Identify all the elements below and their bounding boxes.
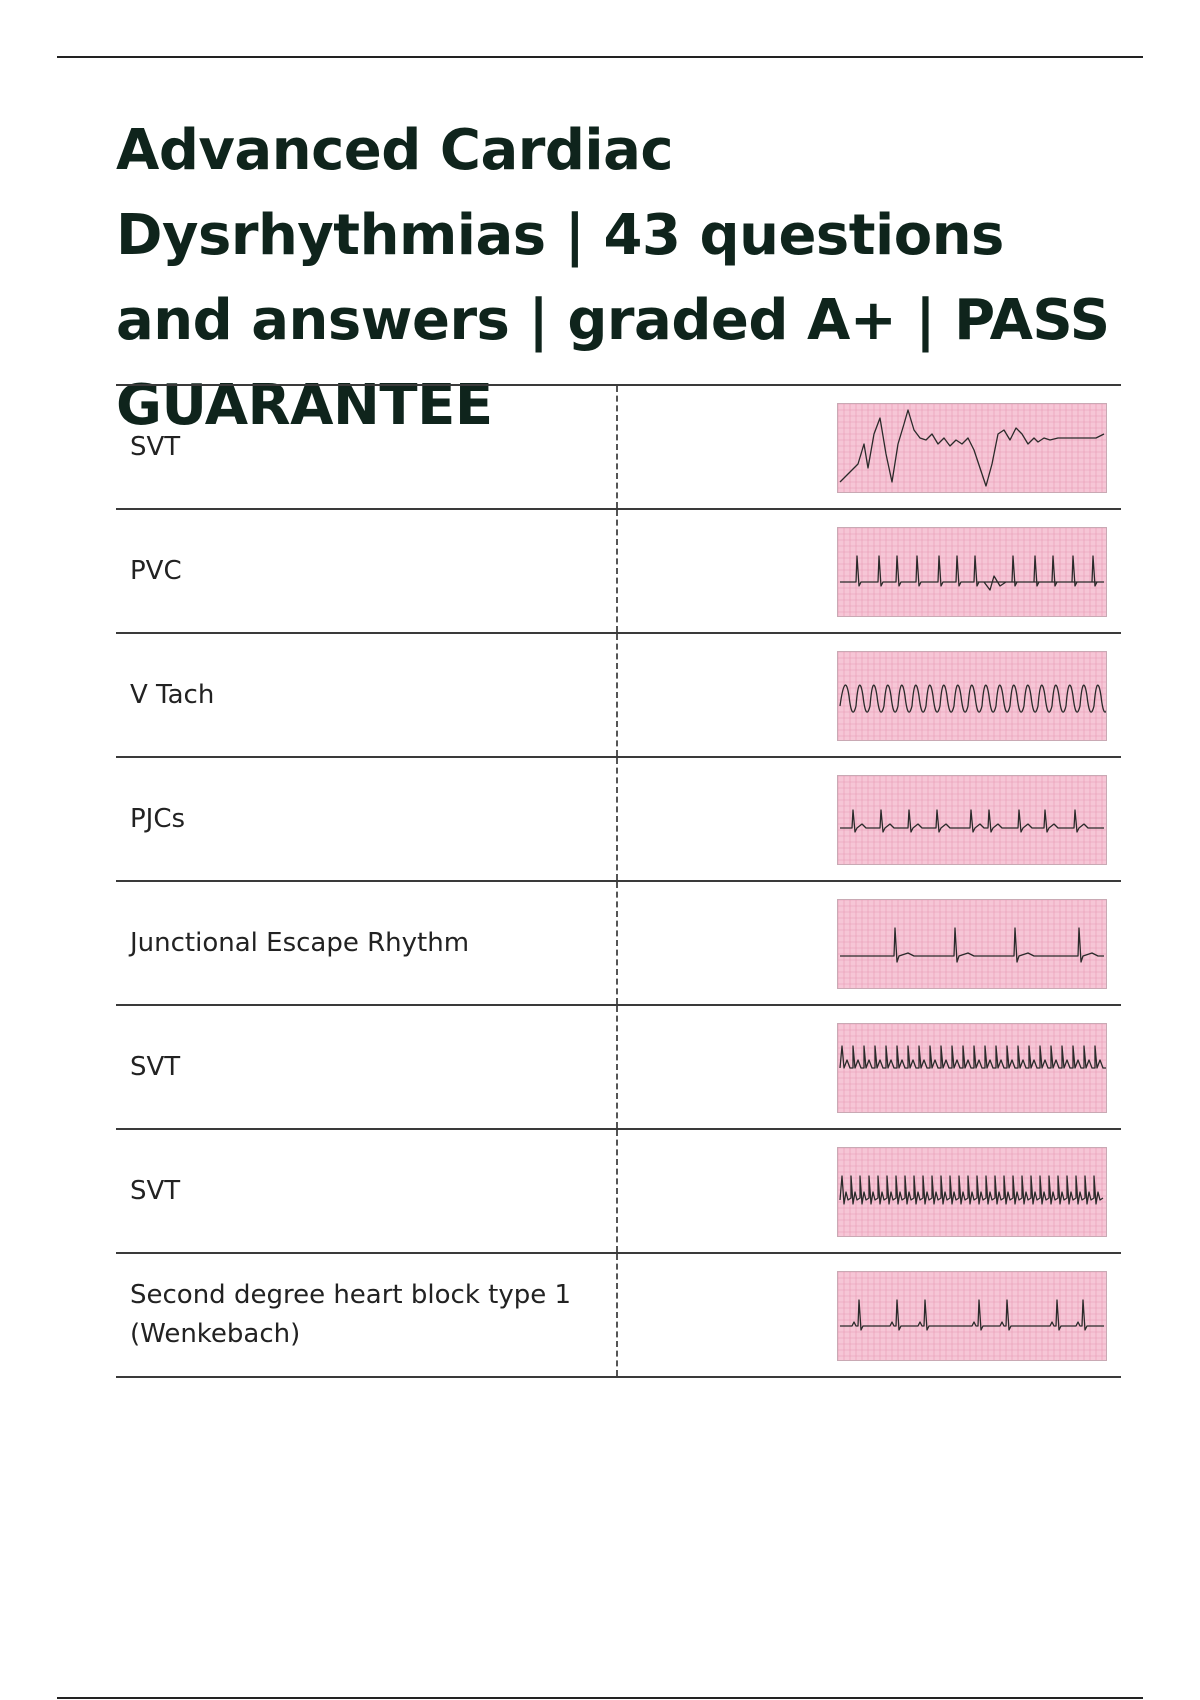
flashcard-term: PJCs (130, 803, 186, 834)
column-divider (616, 1130, 618, 1252)
ecg-trace (840, 1300, 1104, 1330)
bottom-rule (57, 1697, 1143, 1699)
flashcard-list (116, 384, 1121, 1378)
flashcard-row (116, 756, 1121, 880)
ecg-strip-image (837, 775, 1107, 865)
ecg-strip-image (837, 403, 1107, 493)
flashcard-row (116, 384, 1121, 508)
column-divider (616, 758, 618, 880)
ecg-trace (840, 928, 1104, 962)
column-divider (616, 386, 618, 508)
ecg-strip-image (837, 1023, 1107, 1113)
page-title: Advanced Cardiac Dysrhythmias | 43 questions and answers | graded A+ | PASS GUARANTEE (116, 118, 1110, 438)
ecg-trace (840, 810, 1104, 832)
ecg-strip-image (837, 899, 1107, 989)
ecg-trace (840, 556, 1104, 590)
top-rule (57, 56, 1143, 58)
flashcard-row (116, 632, 1121, 756)
flashcard-row (116, 1004, 1121, 1128)
column-divider (616, 882, 618, 1004)
ecg-strip-image (837, 527, 1107, 617)
flashcard-row (116, 1252, 1121, 1378)
column-divider (616, 634, 618, 756)
flashcard-term: SVT (130, 1175, 181, 1206)
column-divider (616, 510, 618, 632)
flashcard-term: V Tach (130, 679, 215, 710)
flashcard-term: Second degree heart block type 1 (Wenkebach) (130, 1280, 572, 1349)
column-divider (616, 1006, 618, 1128)
column-divider (616, 1254, 618, 1376)
flashcard-term: Junctional Escape Rhythm (130, 927, 470, 958)
ecg-strip-image (837, 651, 1107, 741)
ecg-strip-image (837, 1271, 1107, 1361)
ecg-strip-image (837, 1147, 1107, 1237)
flashcard-row (116, 880, 1121, 1004)
flashcard-row (116, 508, 1121, 632)
flashcard-term: SVT (130, 431, 181, 462)
ecg-trace (840, 410, 1104, 486)
flashcard-term: SVT (130, 1051, 181, 1082)
flashcard-row (116, 1128, 1121, 1252)
flashcard-term: PVC (130, 555, 182, 586)
